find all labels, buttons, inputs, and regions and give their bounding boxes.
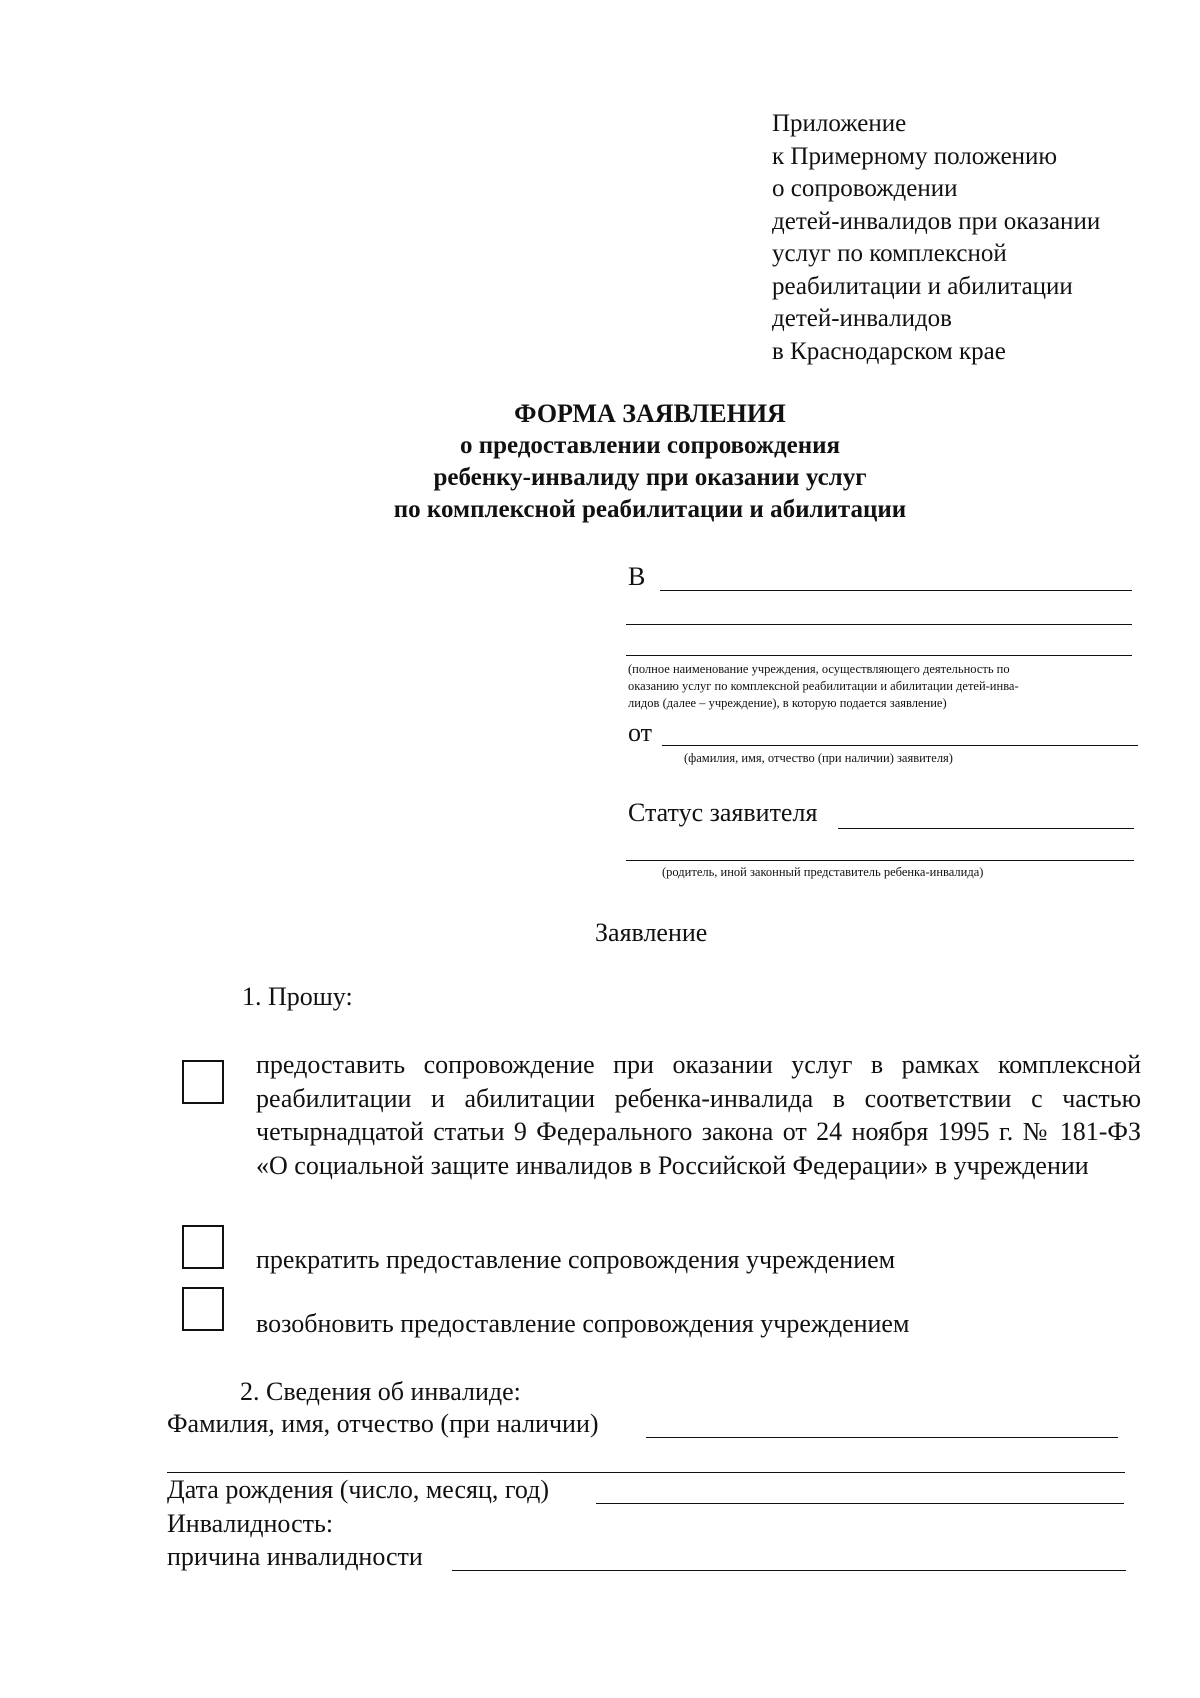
option-provide-text: предоставить сопровождение при оказании услуг в рамках комплексной реабилитации и абилитации ребенка-инвалида в соответствии с частью четырнадцатой статьи 9 Федерального закона от 24 ноября 1995 г. № 181-ФЗ «О социальной защите инвалидов в Российской Федерации» в учреждении	[256, 1050, 1141, 1180]
option-resume-checkbox[interactable]	[182, 1287, 224, 1331]
recipient-line-3[interactable]	[626, 655, 1132, 656]
status-label: Статус заявителя	[628, 798, 818, 827]
from-label: от	[628, 718, 653, 747]
dob-line[interactable]	[596, 1503, 1124, 1504]
status-hint: (родитель, иной законный представитель ребенка-инвалида)	[662, 865, 984, 879]
fio-line-2[interactable]	[167, 1472, 1125, 1473]
dob-label: Дата рождения (число, месяц, год)	[167, 1475, 550, 1504]
fio-line-1[interactable]	[646, 1437, 1118, 1438]
item-2-label: 2. Сведения об инвалиде:	[240, 1377, 521, 1406]
recipient-line-2[interactable]	[626, 624, 1132, 625]
status-line-1[interactable]	[838, 828, 1134, 829]
appendix-line: услуг по комплексной	[772, 240, 1007, 267]
appendix-line: реабилитации и абилитации	[772, 272, 1073, 300]
appendix-block	[772, 108, 1100, 368]
org-hint-line: оказанию услуг по комплексной реабилитации и абилитации детей-инва-	[628, 679, 1019, 693]
from-hint: (фамилия, имя, отчество (при наличии) заявителя)	[684, 751, 953, 765]
fio-label: Фамилия, имя, отчество (при наличии)	[167, 1409, 599, 1438]
option-terminate-text: прекратить предоставление сопровождения учреждением	[256, 1245, 896, 1274]
disability-label: Инвалидность:	[167, 1509, 334, 1538]
statement-heading: Заявление	[595, 918, 708, 947]
option-provide-checkbox[interactable]	[182, 1060, 224, 1104]
form-title-sub: ребенку-инвалиду при оказании услуг	[433, 464, 867, 491]
cause-line[interactable]	[452, 1570, 1126, 1571]
form-title-sub: о предоставлении сопровождения	[459, 432, 841, 459]
option-resume-text: возобновить предоставление сопровождения учреждением	[256, 1309, 910, 1338]
appendix-line: Приложение	[772, 110, 907, 137]
item-1-label: 1. Прошу:	[242, 982, 353, 1011]
option-terminate-checkbox[interactable]	[182, 1225, 224, 1269]
appendix-line: в Краснодарском крае	[772, 337, 1006, 365]
to-label: В	[628, 562, 646, 591]
cause-label: причина инвалидности	[167, 1542, 423, 1571]
org-hint-line: лидов (далее – учреждение), в которую подается заявление)	[628, 696, 947, 710]
appendix-line: детей-инвалидов при оказании	[772, 207, 1101, 235]
recipient-line-1[interactable]	[660, 590, 1132, 591]
status-line-2[interactable]	[626, 860, 1134, 861]
org-hint	[628, 661, 1138, 712]
appendix-line: к Примерному положению	[772, 142, 1058, 170]
form-title-main: ФОРМА ЗАЯВЛЕНИЯ	[514, 399, 786, 428]
appendix-line: детей-инвалидов	[772, 305, 952, 332]
applicant-name-line[interactable]	[662, 745, 1138, 746]
org-hint-line: (полное наименование учреждения, осуществляющего деятельность по	[628, 662, 1010, 676]
form-title-sub: по комплексной реабилитации и абилитации	[393, 496, 907, 523]
appendix-line: о сопровождении	[772, 175, 958, 202]
form-title	[300, 398, 1000, 526]
